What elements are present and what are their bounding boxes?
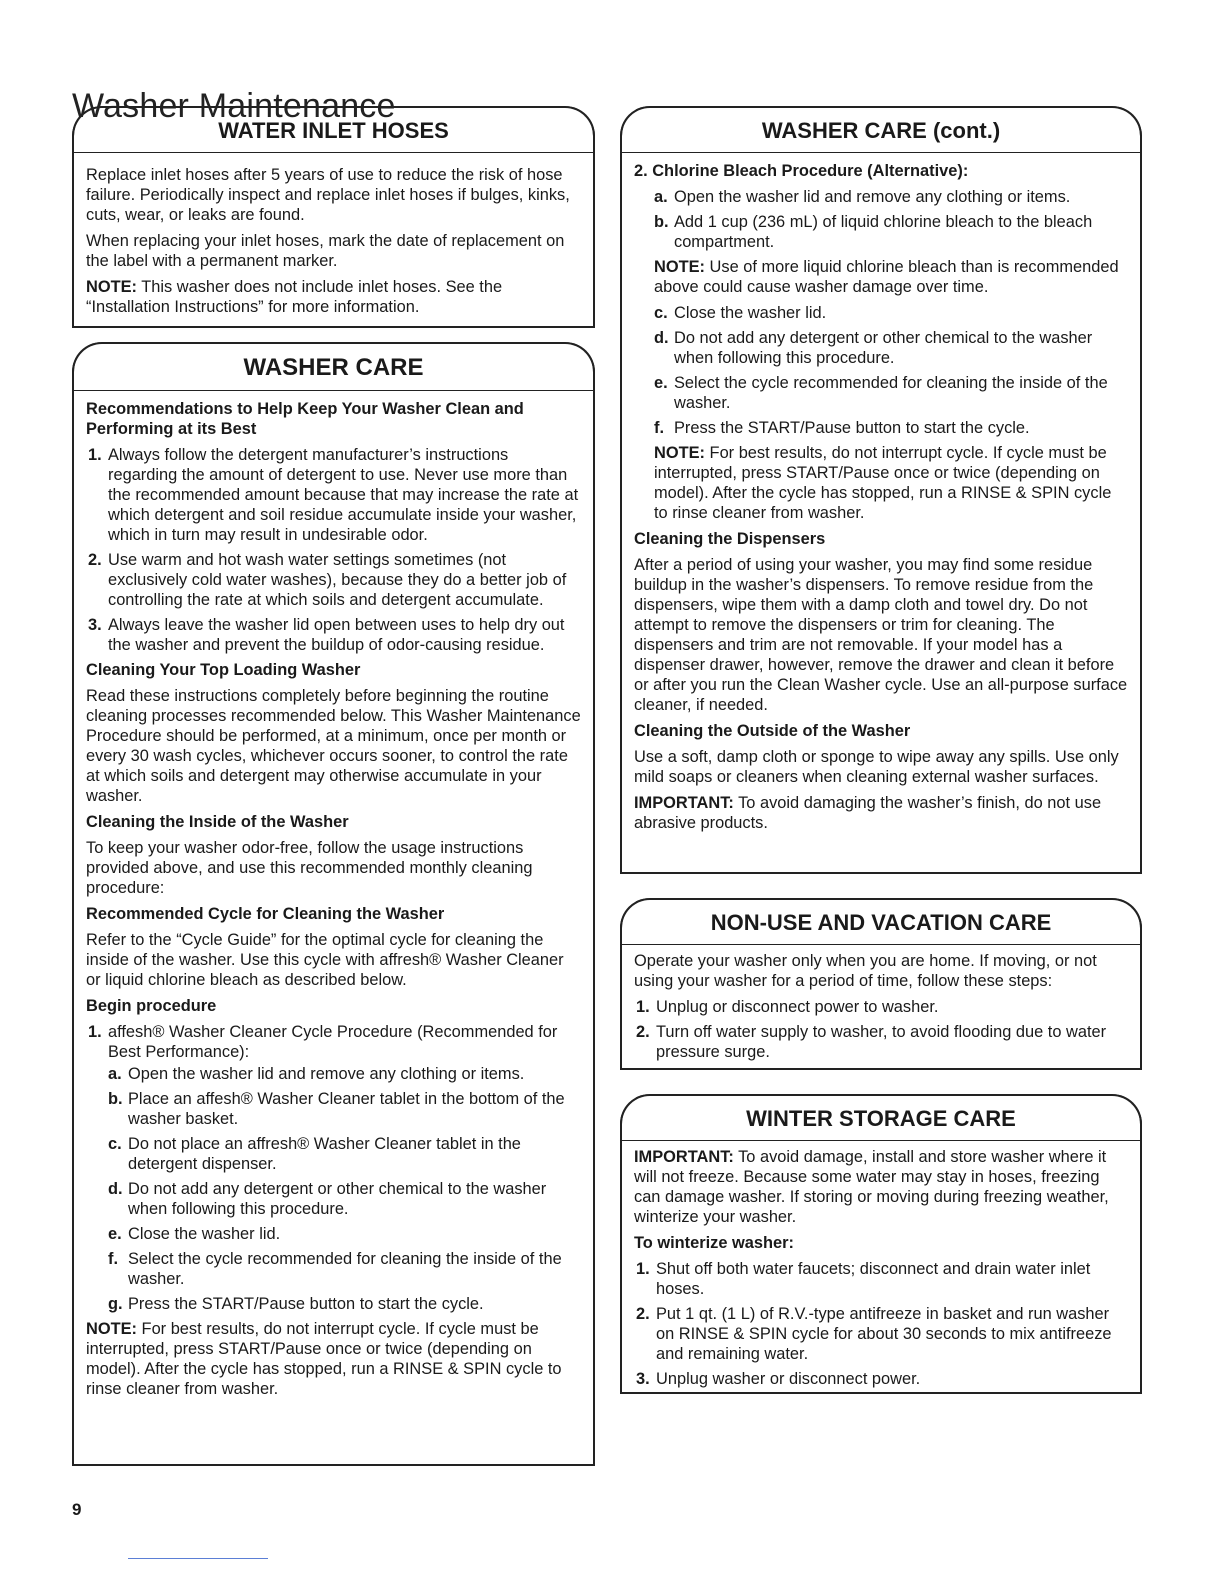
bleach-procedure-heading: 2. Chlorine Bleach Procedure (Alternative): <box>634 162 969 180</box>
list-item: 3. Unplug washer or disconnect power. <box>636 1370 921 1388</box>
winterize-heading: To winterize washer: <box>634 1234 794 1252</box>
step-item: b. Place an affesh® Washer Cleaner tablet in the bottom of the washer basket. <box>108 1090 565 1128</box>
list-item: 1. Shut off both water faucets; disconnect and drain water inlet hoses. <box>636 1260 1091 1298</box>
list-item: 2. Use warm and hot wash water settings sometimes (not exclusively cold water washes), because they do a better job of controlling the rate at which soils and detergent accumulate. <box>88 551 567 609</box>
non-use-body <box>622 945 1140 1077</box>
cycle-text: Refer to the “Cycle Guide” for the optimal cycle for cleaning the inside of the washer. Use this cycle with affresh® Washer Cleaner or liquid chlorine bleach as described below. <box>86 931 564 989</box>
inside-heading: Cleaning the Inside of the Washer <box>86 813 349 831</box>
footer-divider <box>128 1558 268 1559</box>
water-inlet-paragraph: When replacing your inlet hoses, mark the date of replacement on the label with a permanent marker. <box>86 232 565 270</box>
bleach-steps-a <box>634 187 1128 252</box>
washer-care-cont-body <box>622 153 1140 849</box>
note-label: NOTE: <box>86 278 137 296</box>
list-item: 2. Put 1 qt. (1 L) of R.V.-type antifreeze in basket and run washer on RINSE & SPIN cycle for about 30 seconds to mix antifreeze and remaining water. <box>636 1305 1112 1363</box>
water-inlet-note <box>86 277 581 317</box>
washer-care-cont-section <box>620 106 1142 874</box>
winter-storage-section <box>620 1094 1142 1394</box>
step-item: g. Press the START/Pause button to start the cycle. <box>108 1295 484 1313</box>
bleach-note-2: NOTE: For best results, do not interrupt cycle. If cycle must be interrupted, press START/Pause once or twice (depending on model). After the cycle has stopped, run a RINSE & SPIN cycle to rinse cleaner from washer. <box>654 444 1112 522</box>
outside-text: Use a soft, damp cloth or sponge to wipe away any spills. Use only mild soaps or cleaners when cleaning external washer surfaces. <box>634 748 1119 786</box>
water-inlet-hoses-section <box>72 106 595 328</box>
non-use-intro: Operate your washer only when you are home. If moving, or not using your washer for a period of time, follow these steps: <box>634 952 1097 990</box>
cycle-heading: Recommended Cycle for Cleaning the Washer <box>86 905 445 923</box>
non-use-title: NON-USE AND VACATION CARE <box>622 898 1140 945</box>
inside-text: To keep your washer odor-free, follow the usage instructions provided above, and use this recommended monthly cleaning procedure: <box>86 839 533 897</box>
top-loading-heading: Cleaning Your Top Loading Washer <box>86 661 361 679</box>
non-use-section <box>620 898 1142 1070</box>
outside-heading: Cleaning the Outside of the Washer <box>634 722 911 740</box>
list-item: 1. Unplug or disconnect power to washer. <box>636 998 939 1016</box>
step-item: d. Do not add any detergent or other chemical to the washer when following this procedure. <box>108 1180 547 1218</box>
step-item: d. Do not add any detergent or other chemical to the washer when following this procedure. <box>654 329 1093 367</box>
begin-steps <box>108 1064 581 1314</box>
non-use-list <box>634 997 1128 1062</box>
winterize-list <box>634 1259 1128 1389</box>
step-item: a. Open the washer lid and remove any clothing or items. <box>654 188 1071 206</box>
step-item: e. Close the washer lid. <box>108 1225 281 1243</box>
washer-care-section <box>72 342 595 1466</box>
washer-care-cont-title: WASHER CARE (cont.) <box>622 106 1140 153</box>
note-text: This washer does not include inlet hoses. See the “Installation Instructions” for more information. <box>86 278 503 316</box>
top-loading-text: Read these instructions completely before beginning the routine cleaning processes recommended below. This Washer Maintenance Procedure should be performed, at a minimum, once per month or every 30 wash cycles, whichever occurs sooner, to control the rate at which soils and detergent may otherwise accumulate in your washer. <box>86 687 581 805</box>
list-item: 3. Always leave the washer lid open between uses to help dry out the washer and prevent the buildup of odor-causing residue. <box>88 616 565 654</box>
winter-important: IMPORTANT: To avoid damage, install and store washer where it will not freeze. Because some water may stay in hoses, freezing can damage washer. If storing or moving during freezing weather, winterize your washer. <box>634 1148 1109 1226</box>
step-item: c. Do not place an affresh® Washer Cleaner tablet in the detergent dispenser. <box>108 1135 521 1173</box>
washer-care-body <box>74 391 593 1415</box>
list-item: 1. affesh® Washer Cleaner Cycle Procedure (Recommended for Best Performance): a. Open the washer lid and remove any clothing or items. b. Place an affesh® Washer Cleaner tablet in the bottom of the washer basket. c. Do not place an affresh® Washer Cleaner tablet in the detergent dispenser. d. Do not add any detergent or other chemical to the washer when following this procedure. e. Close the washer lid. f. Select the cycle recommended for cleaning the inside of the washer. g. Press the START/Pause button to start the cycle. <box>86 1022 581 1314</box>
washer-care-note: NOTE: For best results, do not interrupt cycle. If cycle must be interrupted, press START/Pause once or twice (depending on model). After the cycle has stopped, run a RINSE & SPIN cycle to rinse cleaner from washer. <box>86 1320 562 1398</box>
step-item: f. Select the cycle recommended for cleaning the inside of the washer. <box>108 1250 562 1288</box>
step-item: e. Select the cycle recommended for cleaning the inside of the washer. <box>654 374 1108 412</box>
winter-storage-title: WINTER STORAGE CARE <box>622 1094 1140 1141</box>
water-inlet-hoses-body <box>74 153 593 333</box>
begin-heading: Begin procedure <box>86 997 217 1015</box>
bleach-note: NOTE: Use of more liquid chlorine bleach than is recommended above could cause washer damage over time. <box>654 258 1119 296</box>
begin-list <box>86 1022 581 1314</box>
step-item: f. Press the START/Pause button to start the cycle. <box>654 419 1030 437</box>
step-item: c. Close the washer lid. <box>654 304 827 322</box>
step-item: b. Add 1 cup (236 mL) of liquid chlorine bleach to the bleach compartment. <box>654 213 1093 251</box>
page-title: Washer Maintenance <box>72 86 396 125</box>
list-item: 1. Always follow the detergent manufacturer’s instructions regarding the amount of detergent to use. Never use more than the recommended amount because that may increase the rate at which detergent and soil residue accumulate inside your washer, which in turn may result in undesirable odor. <box>88 446 579 544</box>
bleach-steps-b <box>634 303 1128 438</box>
dispensers-text: After a period of using your washer, you may find some residue buildup in the washer’s dispensers. To remove residue from the dispensers, wipe them with a damp cloth and towel dry. Do not attempt to remove the dispensers or trim for cleaning. The dispensers and trim are not removable. If your model has a dispenser drawer, however, remove the drawer and clean it before or after you run the Clean Washer cycle. Use an all-purpose surface cleaner, if needed. <box>634 556 1128 714</box>
washer-care-title: WASHER CARE <box>74 342 593 391</box>
water-inlet-hoses-title: WATER INLET HOSES <box>74 106 593 153</box>
important-note: IMPORTANT: To avoid damaging the washer’s finish, do not use abrasive products. <box>634 794 1102 832</box>
step-item: a. Open the washer lid and remove any clothing or items. <box>108 1065 525 1083</box>
dispensers-heading: Cleaning the Dispensers <box>634 530 826 548</box>
water-inlet-paragraph: Replace inlet hoses after 5 years of use to reduce the risk of hose failure. Periodically inspect and replace inlet hoses if bulges, kinks, cuts, wear, or leaks are found. <box>86 166 570 224</box>
recommendations-heading: Recommendations to Help Keep Your Washer Clean and Performing at its Best <box>86 400 524 438</box>
list-item: 2. Turn off water supply to washer, to avoid flooding due to water pressure surge. <box>636 1023 1107 1061</box>
recommendations-list <box>86 445 581 655</box>
page-number: 9 <box>72 1500 82 1519</box>
winter-storage-body <box>622 1141 1140 1404</box>
